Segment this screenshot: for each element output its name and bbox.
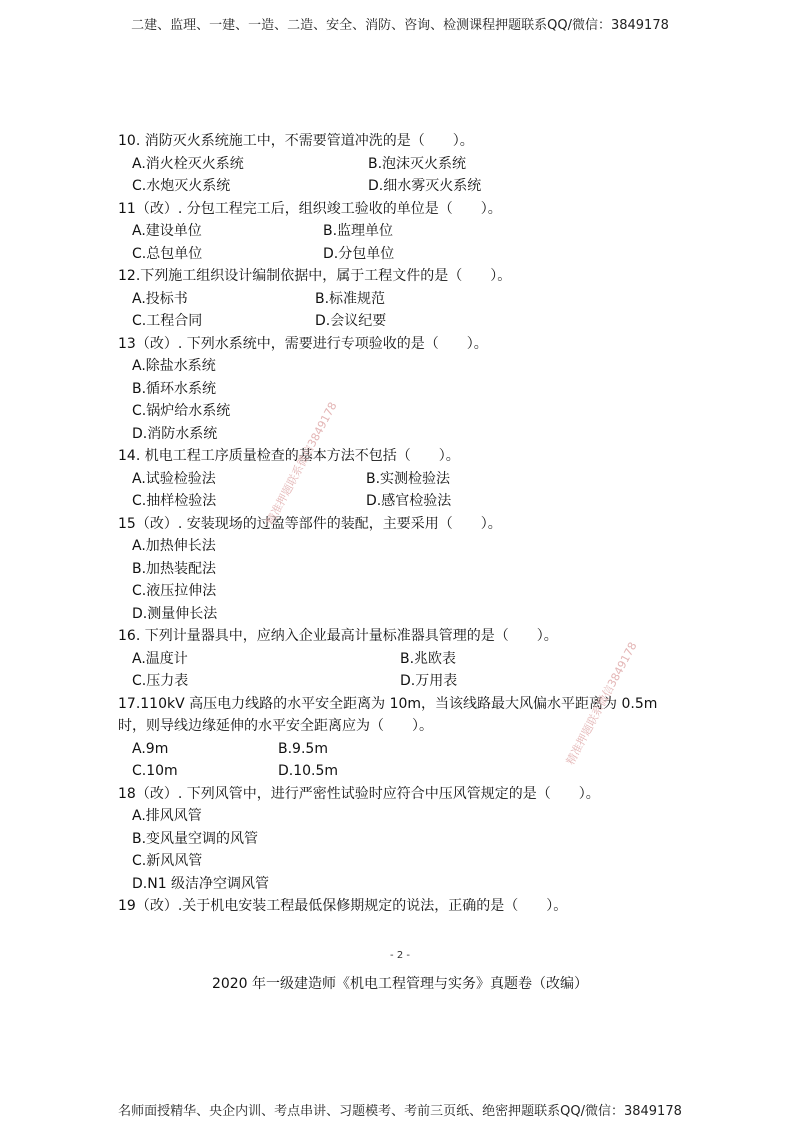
option: D.消防水系统	[132, 425, 218, 442]
options-row	[118, 468, 718, 491]
option: A.除盐水系统	[132, 358, 216, 374]
question-stem: 10. 消防灭火系统施工中，不需要管道冲洗的是（ ）。	[118, 133, 474, 149]
question-stem: 14. 机电工程工序质量检查的基本方法不包括（ ）。	[118, 448, 460, 464]
question-stem: 12.下列施工组织设计编制依据中，属于工程文件的是（ ）。	[118, 268, 512, 284]
option: B.标准规范	[315, 290, 386, 307]
options-row	[118, 490, 718, 513]
option: D.细水雾灭火系统	[368, 178, 482, 194]
option: C.压力表	[132, 673, 189, 689]
options-row	[118, 738, 718, 761]
option: A.试验检验法	[132, 470, 216, 487]
option: D.会议纪要	[315, 313, 387, 329]
options-row	[118, 288, 718, 311]
option: B.监理单位	[323, 223, 394, 239]
option: C.工程合同	[132, 313, 203, 329]
option: B.加热装配法	[132, 560, 217, 577]
question-stem: 19（改）.关于机电安装工程最低保修期规定的说法，正确的是（ ）。	[118, 898, 568, 914]
option: D.分包单位	[323, 245, 395, 262]
option: A.9m	[132, 740, 169, 757]
option: C.抽样检验法	[132, 493, 217, 509]
options-row	[118, 760, 718, 783]
option: A.投标书	[132, 290, 188, 307]
option: D.测量伸长法	[132, 605, 218, 622]
question-list	[118, 130, 718, 918]
option: C.新风风管	[132, 853, 203, 869]
header-banner: 二建、监理、一建、一造、二造、安全、消防、咨询、检测课程押题联系QQ/微信：3849178	[131, 18, 669, 33]
option: B.循环水系统	[132, 380, 217, 397]
option: D.万用表	[400, 673, 458, 689]
option: B.兆欧表	[400, 650, 457, 667]
options-row	[118, 175, 718, 198]
question-stem: 11（改）. 分包工程完工后，组织竣工验收的单位是（ ）。	[118, 200, 502, 217]
option: D.感官检验法	[366, 493, 452, 509]
option: A.建设单位	[132, 223, 202, 239]
option: A.排风风管	[132, 808, 202, 824]
watermark: 精准押题联系微信3849178	[263, 399, 340, 528]
option: A.温度计	[132, 650, 188, 667]
document-title: 2020 年一级建造师《机电工程管理与实务》真题卷（改编）	[211, 976, 589, 992]
option: C.10m	[132, 763, 178, 779]
options-row	[118, 670, 718, 693]
option: B.实测检验法	[366, 470, 451, 487]
question-stem: 13（改）. 下列水系统中，需要进行专项验收的是（ ）。	[118, 335, 488, 352]
question-stem: 16. 下列计量器具中，应纳入企业最高计量标准器具管理的是（ ）。	[118, 628, 558, 644]
option: C.总包单位	[132, 245, 203, 262]
option: C.水炮灭火系统	[132, 178, 231, 194]
watermark: 精准押题联系微信3849178	[563, 639, 640, 768]
options-row	[118, 153, 718, 176]
question-stem: 18（改）. 下列风管中，进行严密性试验时应符合中压风管规定的是（ ）。	[118, 785, 600, 802]
options-row	[118, 243, 718, 266]
question-stem: 17.110kV 高压电力线路的水平安全距离为 10m，当该线路最大风偏水平距离为 0.5m 时，则导线边缘延伸的水平安全距离应为（ ）。	[118, 695, 658, 734]
option: D.N1 级洁净空调风管	[132, 875, 270, 892]
options-row	[118, 220, 718, 243]
option: B.变风量空调的风管	[132, 830, 259, 847]
option: A.消火栓灭火系统	[132, 155, 244, 172]
question-stem: 15（改）. 安装现场的过盈等部件的装配，主要采用（ ）。	[118, 515, 502, 532]
option: B.9.5m	[278, 740, 328, 757]
option: C.液压拉伸法	[132, 583, 217, 599]
footer-banner: 名师面授精华、央企内训、考点串讲、习题模考、考前三页纸、绝密押题联系QQ/微信：3849178	[118, 1104, 682, 1119]
options-row	[118, 310, 718, 333]
option: C.锅炉给水系统	[132, 403, 231, 419]
option: D.10.5m	[278, 763, 339, 779]
option: A.加热伸长法	[132, 538, 216, 554]
page-number: - 2 -	[390, 950, 410, 961]
option: B.泡沫灭火系统	[368, 155, 467, 172]
